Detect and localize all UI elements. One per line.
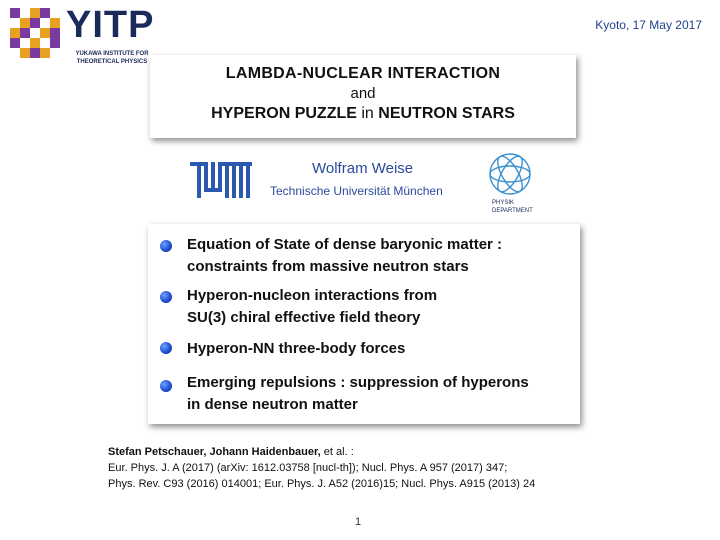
bullet-icon xyxy=(160,291,172,303)
title-line1: LAMBDA-NUCLEAR INTERACTION xyxy=(225,65,501,82)
logo-square xyxy=(30,38,40,48)
ref-line1 xyxy=(108,444,535,460)
topic-line: in dense neutron matter xyxy=(187,396,358,413)
title-box xyxy=(150,55,576,138)
yitp-grid-icon xyxy=(10,8,62,60)
logo-square xyxy=(20,18,30,28)
ref-line2: Eur. Phys. J. A (2017) (arXiv: 1612.03758 [nucl-th]); Nucl. Phys. A 957 (2017) 347; xyxy=(108,462,508,474)
topic-text xyxy=(187,285,437,329)
logo-square xyxy=(40,28,50,38)
logo-text: YITP xyxy=(66,4,155,46)
logo-square xyxy=(10,28,20,38)
topics-box xyxy=(148,224,580,424)
topic-line: Emerging repulsions : suppression of hyperons xyxy=(187,374,529,391)
ref-line3: Phys. Rev. C93 (2016) 014001; Eur. Phys. J. A52 (2016)15; Nucl. Phys. A915 (2013) 24 xyxy=(108,478,536,490)
page-number: 1 xyxy=(355,516,362,528)
logo-square xyxy=(20,28,30,38)
ref-etal: et al. : xyxy=(320,446,354,458)
logo-square xyxy=(10,38,20,48)
logo-square xyxy=(10,8,20,18)
institution: Technische Universität München xyxy=(270,184,443,198)
topic-text xyxy=(187,338,405,360)
logo-square xyxy=(50,38,60,48)
title-hyperon-puzzle: HYPERON PUZZLE xyxy=(211,105,357,122)
ref-authors: Stefan Petschauer, Johann Haidenbauer, xyxy=(108,446,321,458)
topic-line: Hyperon-nucleon interactions from xyxy=(187,287,438,304)
logo-subtitle: YUKAWA INSTITUTE FOR THEORETICAL PHYSICS xyxy=(75,51,149,65)
title-in: in xyxy=(356,105,379,122)
logo-square xyxy=(20,48,30,58)
logo-square xyxy=(50,28,60,38)
topic-line: Equation of State of dense baryonic matter : xyxy=(187,236,503,253)
tum-logo-icon xyxy=(190,162,252,198)
bullet-icon xyxy=(160,240,172,252)
logo-square xyxy=(30,18,40,28)
date-place: Kyoto, 17 May 2017 xyxy=(595,18,702,32)
title-line3 xyxy=(150,105,576,123)
physik-department-label: PHYSIK DEPARTMENT xyxy=(492,200,533,214)
logo-square xyxy=(40,8,50,18)
yitp-logo xyxy=(10,4,170,68)
logo-square xyxy=(30,8,40,18)
logo-square xyxy=(50,18,60,28)
bullet-icon xyxy=(160,342,172,354)
topic-line: Hyperon-NN three-body forces xyxy=(187,340,406,357)
title-neutron-stars: NEUTRON STARS xyxy=(378,105,515,122)
topic-line: constraints from massive neutron stars xyxy=(187,258,469,275)
bullet-icon xyxy=(160,380,172,392)
title-line2: and xyxy=(350,85,376,102)
references xyxy=(108,444,535,492)
topic-text xyxy=(187,234,502,278)
logo-square xyxy=(30,48,40,58)
atom-icon xyxy=(488,152,532,196)
topic-line: SU(3) chiral effective field theory xyxy=(187,309,421,326)
author-name: Wolfram Weise xyxy=(312,160,414,177)
logo-square xyxy=(40,48,50,58)
topic-text xyxy=(187,372,529,416)
